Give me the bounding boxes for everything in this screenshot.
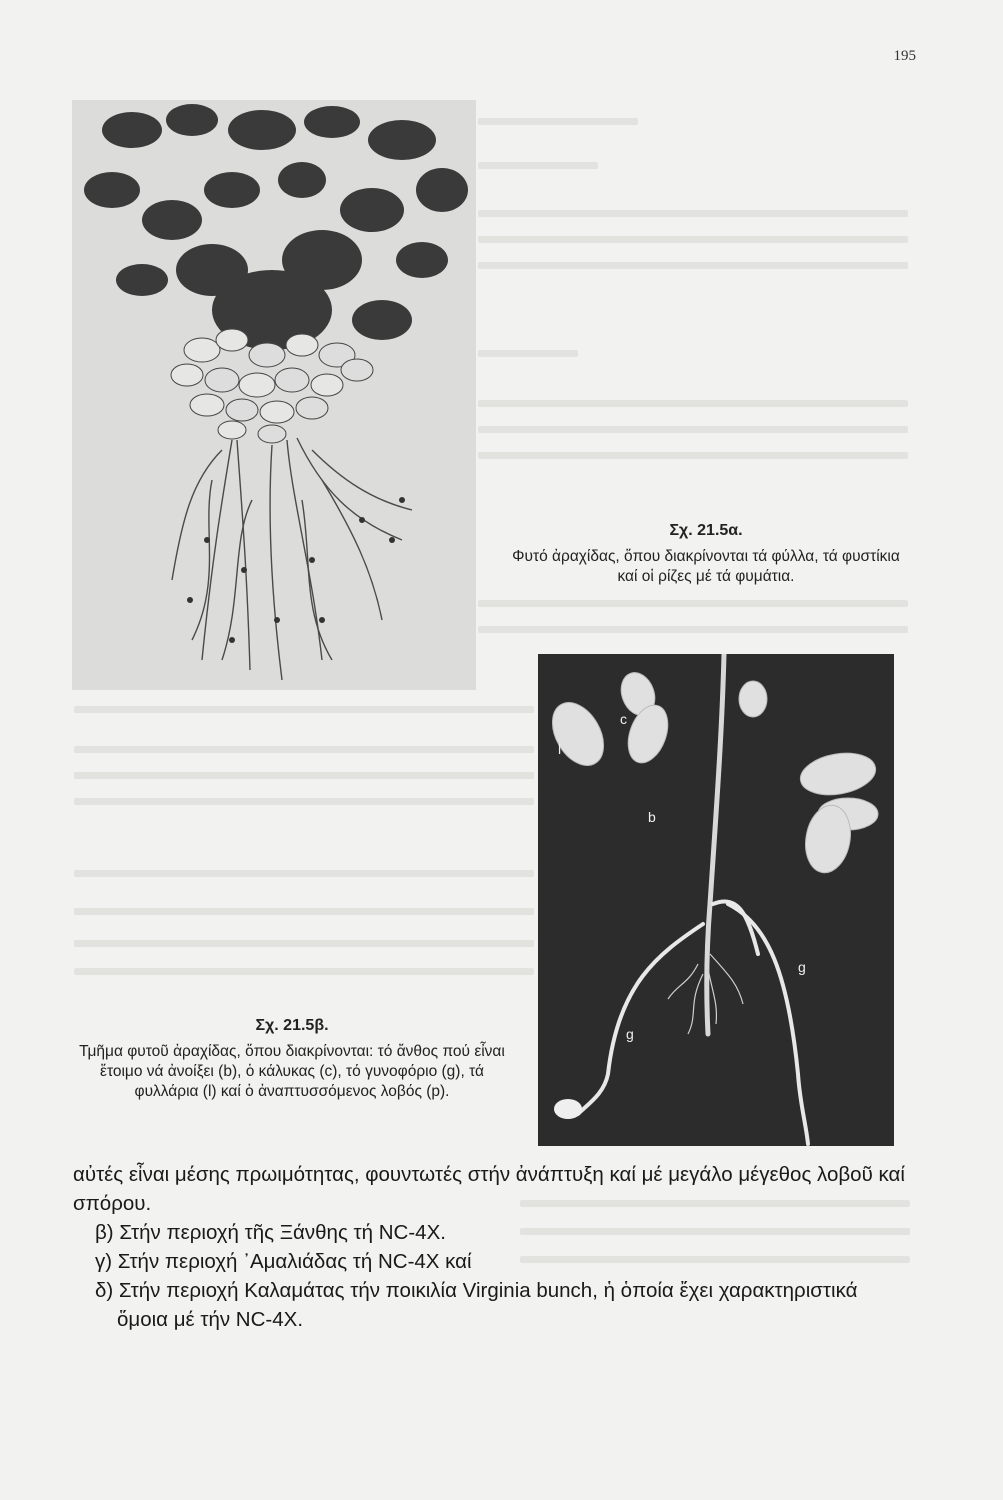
label-g-right: g <box>798 959 806 975</box>
body-paragraph: αὐτές εἶναι μέσης πρωιμότητας, φουντωτές στήν ἀνάπτυξη καί μέ μεγάλο μέγεθος λοβοῦ καί σπόρου. <box>73 1163 905 1215</box>
list-item-beta: β) Στήν περιοχή τῆς Ξάνθης τή NC-4X. <box>95 1221 446 1244</box>
figure-caption-b <box>72 1016 512 1102</box>
body-text <box>73 1160 913 1334</box>
figure-label-a: Σχ. 21.5α. <box>669 522 743 539</box>
label-c: c <box>620 711 627 727</box>
label-p: p. <box>558 1097 570 1113</box>
label-b: b <box>648 809 656 825</box>
figure-label-b: Σχ. 21.5β. <box>255 1017 329 1034</box>
figure-caption-a <box>506 521 906 587</box>
label-g-left: g <box>626 1026 634 1042</box>
label-l: l <box>558 741 562 757</box>
figure-caption-text-b: Τμῆμα φυτοῦ ἀραχίδας, ὅπου διακρίνονται: τό ἄνθος πού εἶναι ἕτοιμο νά ἀνοίξει (b), ὁ κάλυκας (c), τό γυνοφόριο (g), τά φυλλάρια (l) καί ὁ ἀναπτυσσόμενος λοβός (p). <box>79 1043 505 1100</box>
peanut-flower-gynophore-photo <box>538 654 894 1146</box>
list-item-gamma: γ) Στήν περιοχή ᾿Αμαλιάδας τή NC-4X καί <box>95 1250 472 1273</box>
page-number: 195 <box>893 48 916 64</box>
list-item-delta: δ) Στήν περιοχή Καλαμάτας τήν ποικιλία Virginia bunch, ἡ ὁποία ἔχει χαρακτηριστικά ὅμοια μέ τήν NC-4X. <box>95 1279 858 1331</box>
peanut-plant-photo <box>72 100 476 690</box>
figure-caption-text-a: Φυτό ἀραχίδας, ὅπου διακρίνονται τά φύλλα, τά φυστίκια καί οἱ ρίζες μέ τά φυμάτια. <box>512 548 900 585</box>
